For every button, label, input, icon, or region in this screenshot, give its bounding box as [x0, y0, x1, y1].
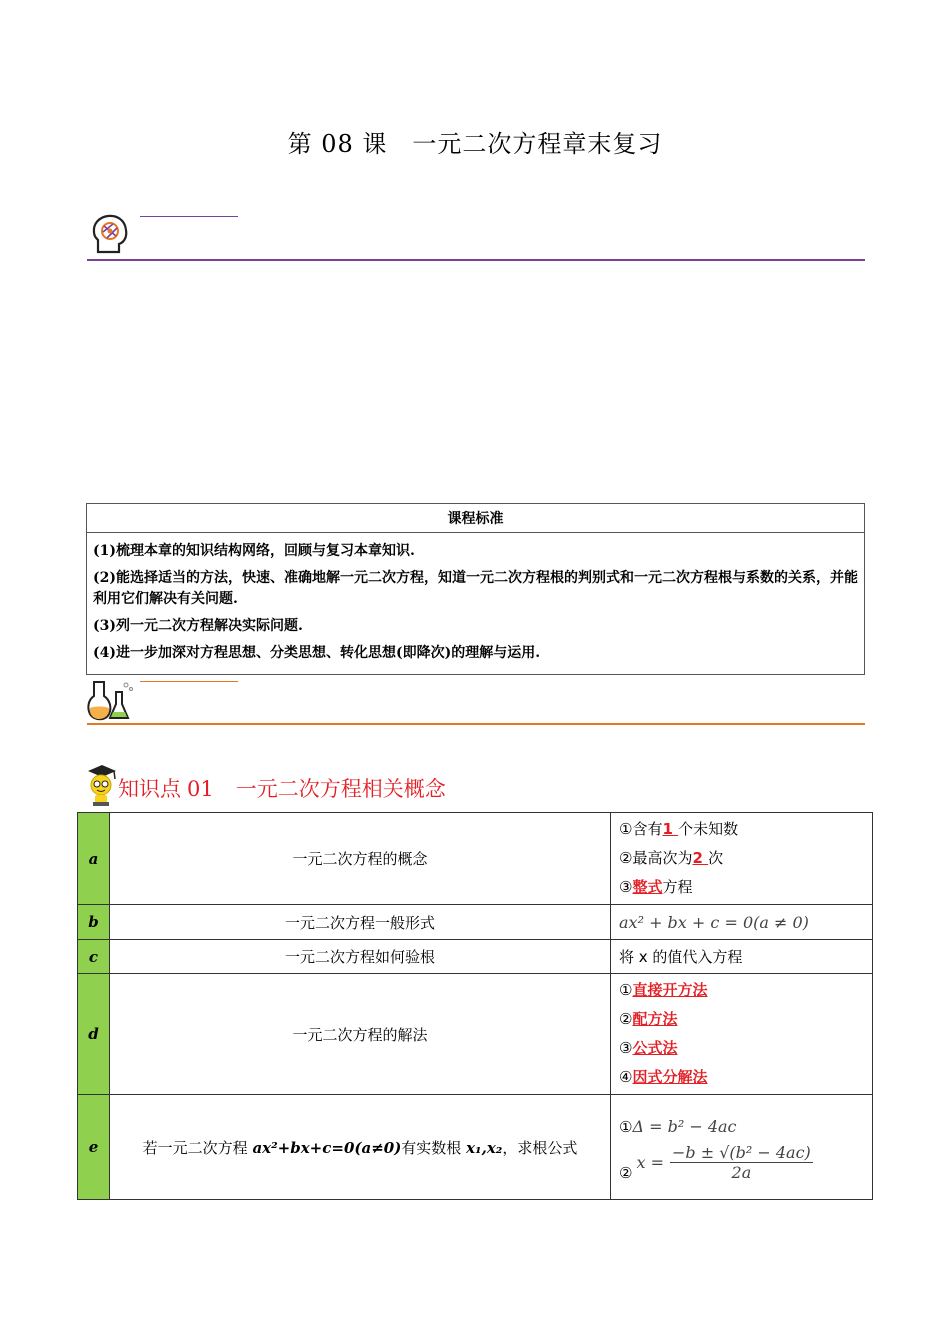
table-row: [78, 1095, 873, 1200]
section-divider-purple: [87, 259, 865, 261]
equation-text: ax²+bx+c=0(a≠0): [252, 1138, 402, 1157]
answer-text: 因式分解法: [632, 1068, 708, 1086]
text: ④: [619, 1068, 633, 1086]
text: ③: [619, 878, 633, 896]
fraction: [670, 1143, 813, 1182]
formula-lhs: x =: [636, 1153, 664, 1172]
row-content: [611, 813, 873, 905]
heading-prefix: 知识点: [118, 777, 181, 801]
row-content: [611, 974, 873, 1095]
table-row: [78, 940, 873, 974]
root-formula: [619, 1143, 864, 1182]
heading-text: 一元二次方程相关概念: [235, 777, 446, 801]
flask-icon: [86, 678, 136, 724]
row-label: b: [78, 905, 110, 940]
answer-text: 配方法: [632, 1010, 678, 1028]
scholar-mascot-icon: [84, 763, 120, 807]
text: ②: [619, 1010, 633, 1028]
heading-number: 01: [187, 777, 214, 801]
brain-head-icon: [89, 212, 131, 256]
table-row: [78, 974, 873, 1095]
row-topic: [110, 1095, 611, 1200]
table-row: [78, 905, 873, 940]
text: 次: [708, 849, 724, 867]
standard-item: (4)进一步加深对方程思想、分类思想、转化思想(即降次)的理解与运用.: [93, 645, 541, 661]
text: ③: [619, 1039, 633, 1057]
row-content: 将 x 的值代入方程: [611, 940, 873, 974]
row-label: e: [78, 1095, 110, 1200]
row-label: c: [78, 940, 110, 974]
text: ①: [619, 981, 633, 999]
standard-item: (3)列一元二次方程解决实际问题.: [93, 618, 303, 634]
text: 方程: [662, 878, 693, 896]
section-underline-short: [140, 681, 238, 682]
row-content: [611, 905, 873, 940]
answer-text: 公式法: [632, 1039, 678, 1057]
text: 若一元二次方程: [142, 1138, 253, 1157]
text: ②: [619, 1164, 633, 1182]
general-form-formula: ax² + bx + c = 0(a ≠ 0): [619, 912, 809, 932]
answer-text: 直接开方法: [632, 981, 708, 999]
standard-item: (2)能选择适当的方法，快速、准确地解一元二次方程，知道一元二次方程根的判别式和一元二次方程根与系数的关系，并能利用它们解决有关问题.: [93, 570, 858, 607]
text: ②最高次为: [619, 849, 693, 867]
knowledge-point-heading: [118, 773, 446, 803]
standards-header: 课程标准: [87, 504, 865, 533]
knowledge-table: [77, 812, 873, 1200]
fraction-denominator: 2a: [731, 1163, 752, 1182]
row-topic: 一元二次方程如何验根: [110, 940, 611, 974]
answer-text: 1: [662, 820, 679, 838]
text: 有实数根: [401, 1138, 467, 1157]
standards-body: [87, 533, 865, 675]
answer-text: 整式: [632, 878, 663, 896]
roots-text: x₁,x₂: [466, 1138, 503, 1157]
text: ①: [619, 1118, 633, 1136]
row-topic: 一元二次方程一般形式: [110, 905, 611, 940]
text: 个未知数: [678, 820, 739, 838]
text: ①含有: [619, 820, 663, 838]
answer-text: 2: [692, 849, 709, 867]
table-row: [78, 813, 873, 905]
row-topic: 一元二次方程的解法: [110, 974, 611, 1095]
standard-item: (1)梳理本章的知识结构网络，回顾与复习本章知识.: [93, 543, 415, 559]
row-label: a: [78, 813, 110, 905]
row-content: [611, 1095, 873, 1200]
row-label: d: [78, 974, 110, 1095]
text: ，求根公式: [502, 1138, 578, 1157]
section-divider-orange: [87, 723, 865, 725]
standards-table: [86, 503, 865, 675]
fraction-numerator: −b ± √(b² − 4ac): [671, 1143, 811, 1162]
discriminant-formula: Δ = b² − 4ac: [632, 1117, 737, 1136]
page-title: 第 08 课 一元二次方程章末复习: [287, 130, 663, 158]
section-underline-short: [140, 216, 238, 217]
row-topic: 一元二次方程的概念: [110, 813, 611, 905]
